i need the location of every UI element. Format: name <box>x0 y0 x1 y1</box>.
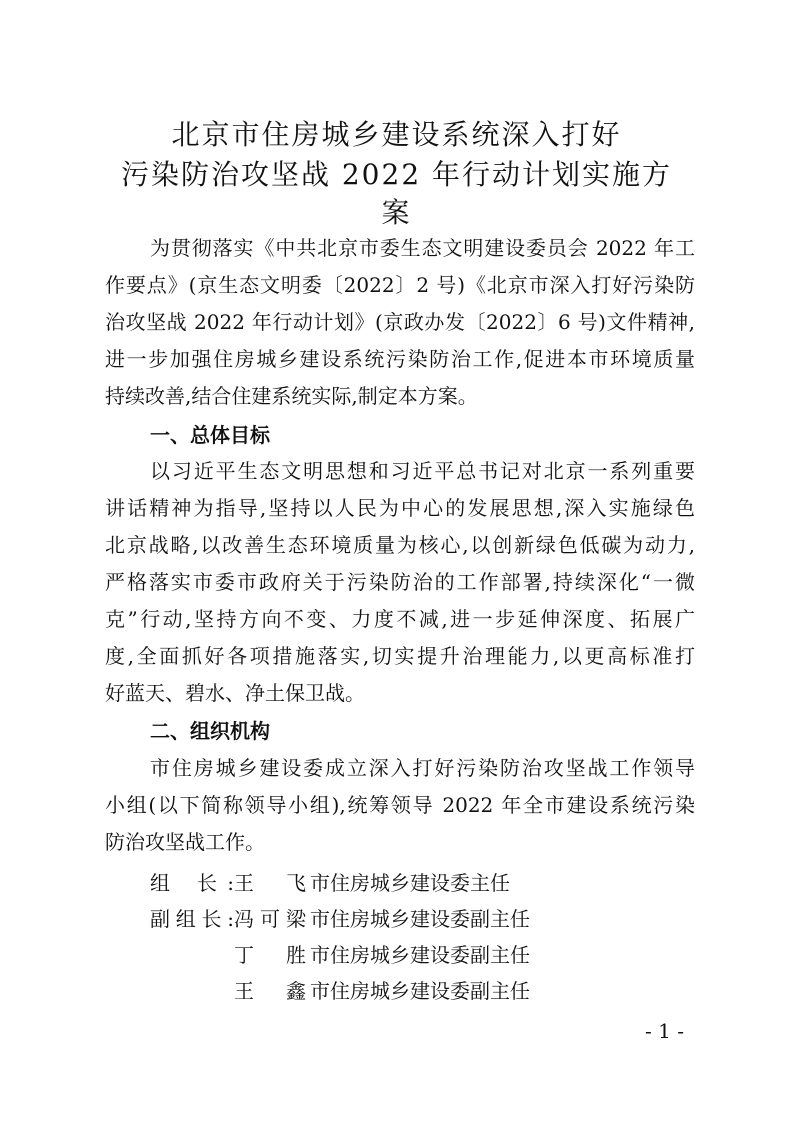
section-1-line: 克”行动,坚持方向不变、力度不减,进一步延伸深度、拓展广 <box>105 607 695 631</box>
document-title-line-1: 北京市住房城乡建设系统深入打好 <box>171 118 622 151</box>
section-2-line: 防治攻坚战工作。 <box>105 830 265 854</box>
roster-title: 市住房城乡建设委副主任 <box>310 943 530 967</box>
roster-name: 王 鑫 <box>234 979 306 1003</box>
section-1-line: 讲话精神为指导,坚持以人民为中心的发展思想,深入实施绿色 <box>105 496 695 520</box>
section-heading-organization: 二、组织机构 <box>150 719 270 743</box>
section-1-line: 北京战略,以改善生态环境质量为核心,以创新绿色低碳为动力, <box>105 533 695 557</box>
section-1-line: 严格落实市委市政府关于污染防治的工作部署,持续深化“一微 <box>105 570 695 594</box>
section-1-line: 以习近平生态文明思想和习近平总书记对北京一系列重要 <box>150 459 695 483</box>
intro-line: 作要点》(京生态文明委〔2022〕2 号)《北京市深入打好污染防 <box>105 273 695 297</box>
roster-name: 丁 胜 <box>234 943 306 967</box>
roster-name: 冯可梁 <box>234 907 306 931</box>
section-2-line: 市住房城乡建设委成立深入打好污染防治攻坚战工作领导 <box>150 756 695 780</box>
section-1-line: 好蓝天、碧水、净土保卫战。 <box>105 681 365 705</box>
roster-row <box>150 976 530 1006</box>
roster-title: 市住房城乡建设委副主任 <box>310 979 530 1003</box>
roster-row <box>150 940 530 970</box>
roster-title: 市住房城乡建设委主任 <box>310 871 510 895</box>
section-1-line: 度,全面抓好各项措施落实,切实提升治理能力,以更高标准打 <box>105 644 695 668</box>
section-heading-goals: 一、总体目标 <box>150 423 270 447</box>
intro-line: 治攻坚战 2022 年行动计划》(京政办发〔2022〕6 号)文件精神, <box>105 310 695 334</box>
intro-line: 持续改善,结合住建系统实际,制定本方案。 <box>105 384 478 408</box>
roster-role: 组 长: <box>150 871 234 895</box>
roster-row <box>150 868 510 898</box>
intro-line: 为贯彻落实《中共北京市委生态文明建设委员会 2022 年工 <box>150 236 695 260</box>
section-2-line: 小组(以下简称领导小组),统筹领导 2022 年全市建设系统污染 <box>105 793 695 817</box>
roster-row <box>150 904 530 934</box>
page-number: - 1 - <box>645 1019 684 1043</box>
document-title-line-2: 污染防治攻坚战 2022 年行动计划实施方案 <box>120 158 673 229</box>
intro-line: 进一步加强住房城乡建设系统污染防治工作,促进本市环境质量 <box>105 347 695 371</box>
roster-name: 王 飞 <box>234 871 306 895</box>
roster-title: 市住房城乡建设委副主任 <box>310 907 530 931</box>
roster-role: 副组长: <box>150 907 234 931</box>
